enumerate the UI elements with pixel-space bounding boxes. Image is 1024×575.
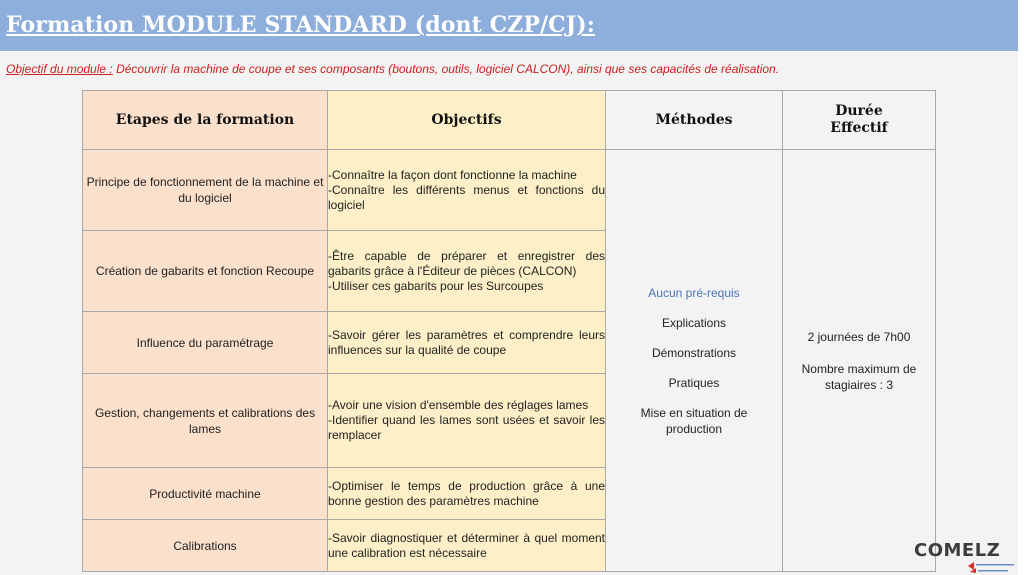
- header-duration: [783, 91, 936, 150]
- objectives-cell: [328, 520, 606, 572]
- comelz-logo: COMELZ: [914, 540, 1001, 561]
- logo-tagline-graphic: [968, 561, 1016, 573]
- objectives-cell: [328, 150, 606, 231]
- objective-line: -Identifier quand les lames sont usées et savoir les remplacer: [328, 413, 605, 442]
- step-cell: Gestion, changements et calibrations des lames: [83, 374, 328, 468]
- objective-line: -Connaître la façon dont fonctionne la machine: [328, 167, 577, 182]
- objective-line: -Être capable de préparer et enregistrer des gabarits grâce à l'Éditeur de pièces (CALCON): [328, 248, 605, 278]
- header-duration-line1: Durée: [835, 103, 883, 119]
- objectives-cell: [328, 374, 606, 468]
- objective-line: -Utiliser ces gabarits pour les Surcoupes: [328, 278, 544, 293]
- objective-line: -Savoir diagnostiquer et déterminer à quel moment une calibration est nécessaire: [328, 530, 605, 560]
- method-item: Mise en situation de production: [640, 405, 748, 436]
- objectives-cell: [328, 312, 606, 374]
- objective-label: Objectif du module :: [6, 62, 113, 76]
- header-steps: Etapes de la formation: [83, 91, 328, 150]
- step-cell: Calibrations: [83, 520, 328, 572]
- page-title: Formation MODULE STANDARD (dont CZP/CJ):: [6, 12, 596, 38]
- objective-line: -Optimiser le temps de production grâce à une bonne gestion des paramètres machine: [328, 478, 605, 508]
- method-item: Démonstrations: [651, 345, 737, 360]
- step-cell: Influence du paramétrage: [83, 312, 328, 374]
- module-objective: [6, 62, 779, 76]
- step-cell: Création de gabarits et fonction Recoupe: [83, 231, 328, 312]
- method-item: Pratiques: [668, 375, 720, 390]
- objective-text: Découvrir la machine de coupe et ses composants (boutons, outils, logiciel CALCON), ainsi que ses capacités de réalisation.: [112, 62, 780, 76]
- prerequisite-text: Aucun pré-requis: [648, 285, 740, 300]
- step-cell: Productivité machine: [83, 468, 328, 520]
- objectives-cell: [328, 468, 606, 520]
- header-methods: Méthodes: [606, 91, 783, 150]
- title-bar: [0, 0, 1018, 51]
- page-edge: [1018, 0, 1024, 575]
- table-header-row: [83, 91, 936, 150]
- duration-cell: [783, 150, 936, 572]
- step-cell: Principe de fonctionnement de la machine et du logiciel: [83, 150, 328, 231]
- header-objectives: Objectifs: [328, 91, 606, 150]
- objective-line: -Savoir gérer les paramètres et comprendre leurs influences sur la qualité de coupe: [328, 327, 605, 357]
- table-row: [83, 150, 936, 231]
- methods-cell: [606, 150, 783, 572]
- objective-line: -Avoir une vision d'ensemble des réglages lames: [328, 398, 589, 412]
- max-participants: Nombre maximum de stagiaires : 3: [801, 361, 917, 392]
- objective-line: -Connaître les différents menus et fonctions du logiciel: [328, 182, 605, 212]
- method-item: Explications: [661, 315, 727, 330]
- duration-days: 2 journées de 7h00: [807, 329, 911, 344]
- header-duration-line2: Effectif: [830, 120, 888, 136]
- formation-table: [82, 90, 936, 572]
- objectives-cell: [328, 231, 606, 312]
